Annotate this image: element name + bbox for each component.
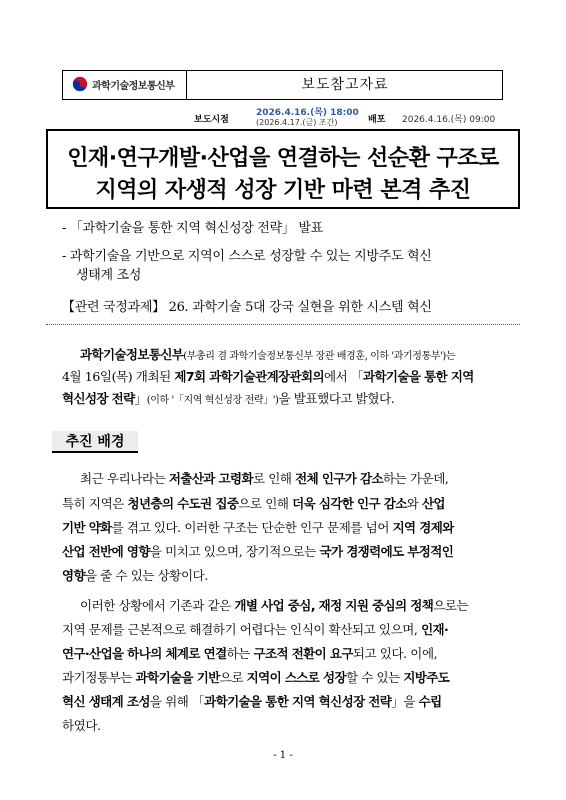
ministry-logo [72,76,174,92]
document-type-label: 보도참고자료 [301,77,389,93]
p2-line-4: 과기정통부는 과학기술을 기반으로 지역이 스스로 성장할 수 있는 지방주도 [62,670,450,685]
p1-line-4: 산업 전반에 영향을 미치고 있으며, 장기적으로는 국가 경쟁력에도 부정적인 [62,544,454,559]
lead-line-1: 과학기술정보통신부(부총리 겸 과학기술정보통신부 장관 배경훈, 이하 '과기정통부')는 [80,347,456,362]
p1-line-2: 특히 지역은 청년층의 수도권 집중으로 인해 더욱 심각한 인구 감소와 산업 [62,496,445,511]
dotted-divider [46,324,520,325]
p2-line-1: 이러한 상황에서 기존과 같은 개별 사업 중심, 재정 지원 중심의 정책으로는 [80,598,469,613]
release-time-label: 보도시점 [194,115,229,125]
sub-bullet-1: - 「과학기술을 통한 지역 혁신성장 전략」 발표 [62,221,323,236]
lead-line-2: 4월 16일(목) 개최된 제7회 과학기술관계장관회의에서 「과학기술을 통한 지역 [62,369,474,384]
distribution-value: 2026.4.16.(목) 09:00 [402,115,496,125]
section-title: 추진 배경 [65,434,125,450]
sub-bullet-2: - 과학기술을 기반으로 지역이 스스로 성장할 수 있는 지방주도 혁신 [62,249,432,264]
p1-line-5: 영향을 줄 수 있는 상황이다. [62,568,208,583]
release-time-value: 2026.4.16.(목) 18:00 [256,108,359,118]
related-task: 【관련 국정과제】 26. 과학기술 5대 강국 실현을 위한 시스템 혁신 [62,300,432,315]
headline-line-2: 지역의 자생적 성장 기반 마련 본격 추진 [95,178,471,203]
page-number: - 1 - [273,750,293,761]
headline-line-1: 인재·연구개발·산업을 연결하는 선순환 구조로 [67,146,499,171]
p2-line-3: 연구·산업을 하나의 체계로 연결하는 구조적 전환이 요구되고 있다. 이에, [62,646,438,661]
lead-line-3: 혁신성장 전략」(이하 '「지역 혁신성장 전략」')을 발표했다고 밝혔다. [62,391,395,406]
p2-line-5: 혁신 생태계 조성을 위해 「과학기술을 통한 지역 혁신성장 전략」을 수립 [62,694,442,709]
distribution-label: 배포 [368,115,386,125]
ministry-logo-text: 과학기술정보통신부 [92,80,175,92]
p2-line-6: 하였다. [62,718,101,733]
sub-bullet-2-cont: 생태계 조성 [76,268,142,283]
taegeuk-icon [72,76,88,92]
p2-line-2: 지역 문제를 근본적으로 해결하기 어렵다는 인식이 확산되고 있으며, 인재· [62,622,449,637]
p1-line-3: 기반 약화를 겪고 있다. 이러한 구조는 단순한 인구 문제를 넘어 지역 경제와 [62,520,454,535]
release-time-sub: (2026.4.17.(금) 조간) [256,118,338,127]
p1-line-1: 최근 우리나라는 저출산과 고령화로 인해 전체 인구가 감소하는 가운데, [80,471,449,486]
